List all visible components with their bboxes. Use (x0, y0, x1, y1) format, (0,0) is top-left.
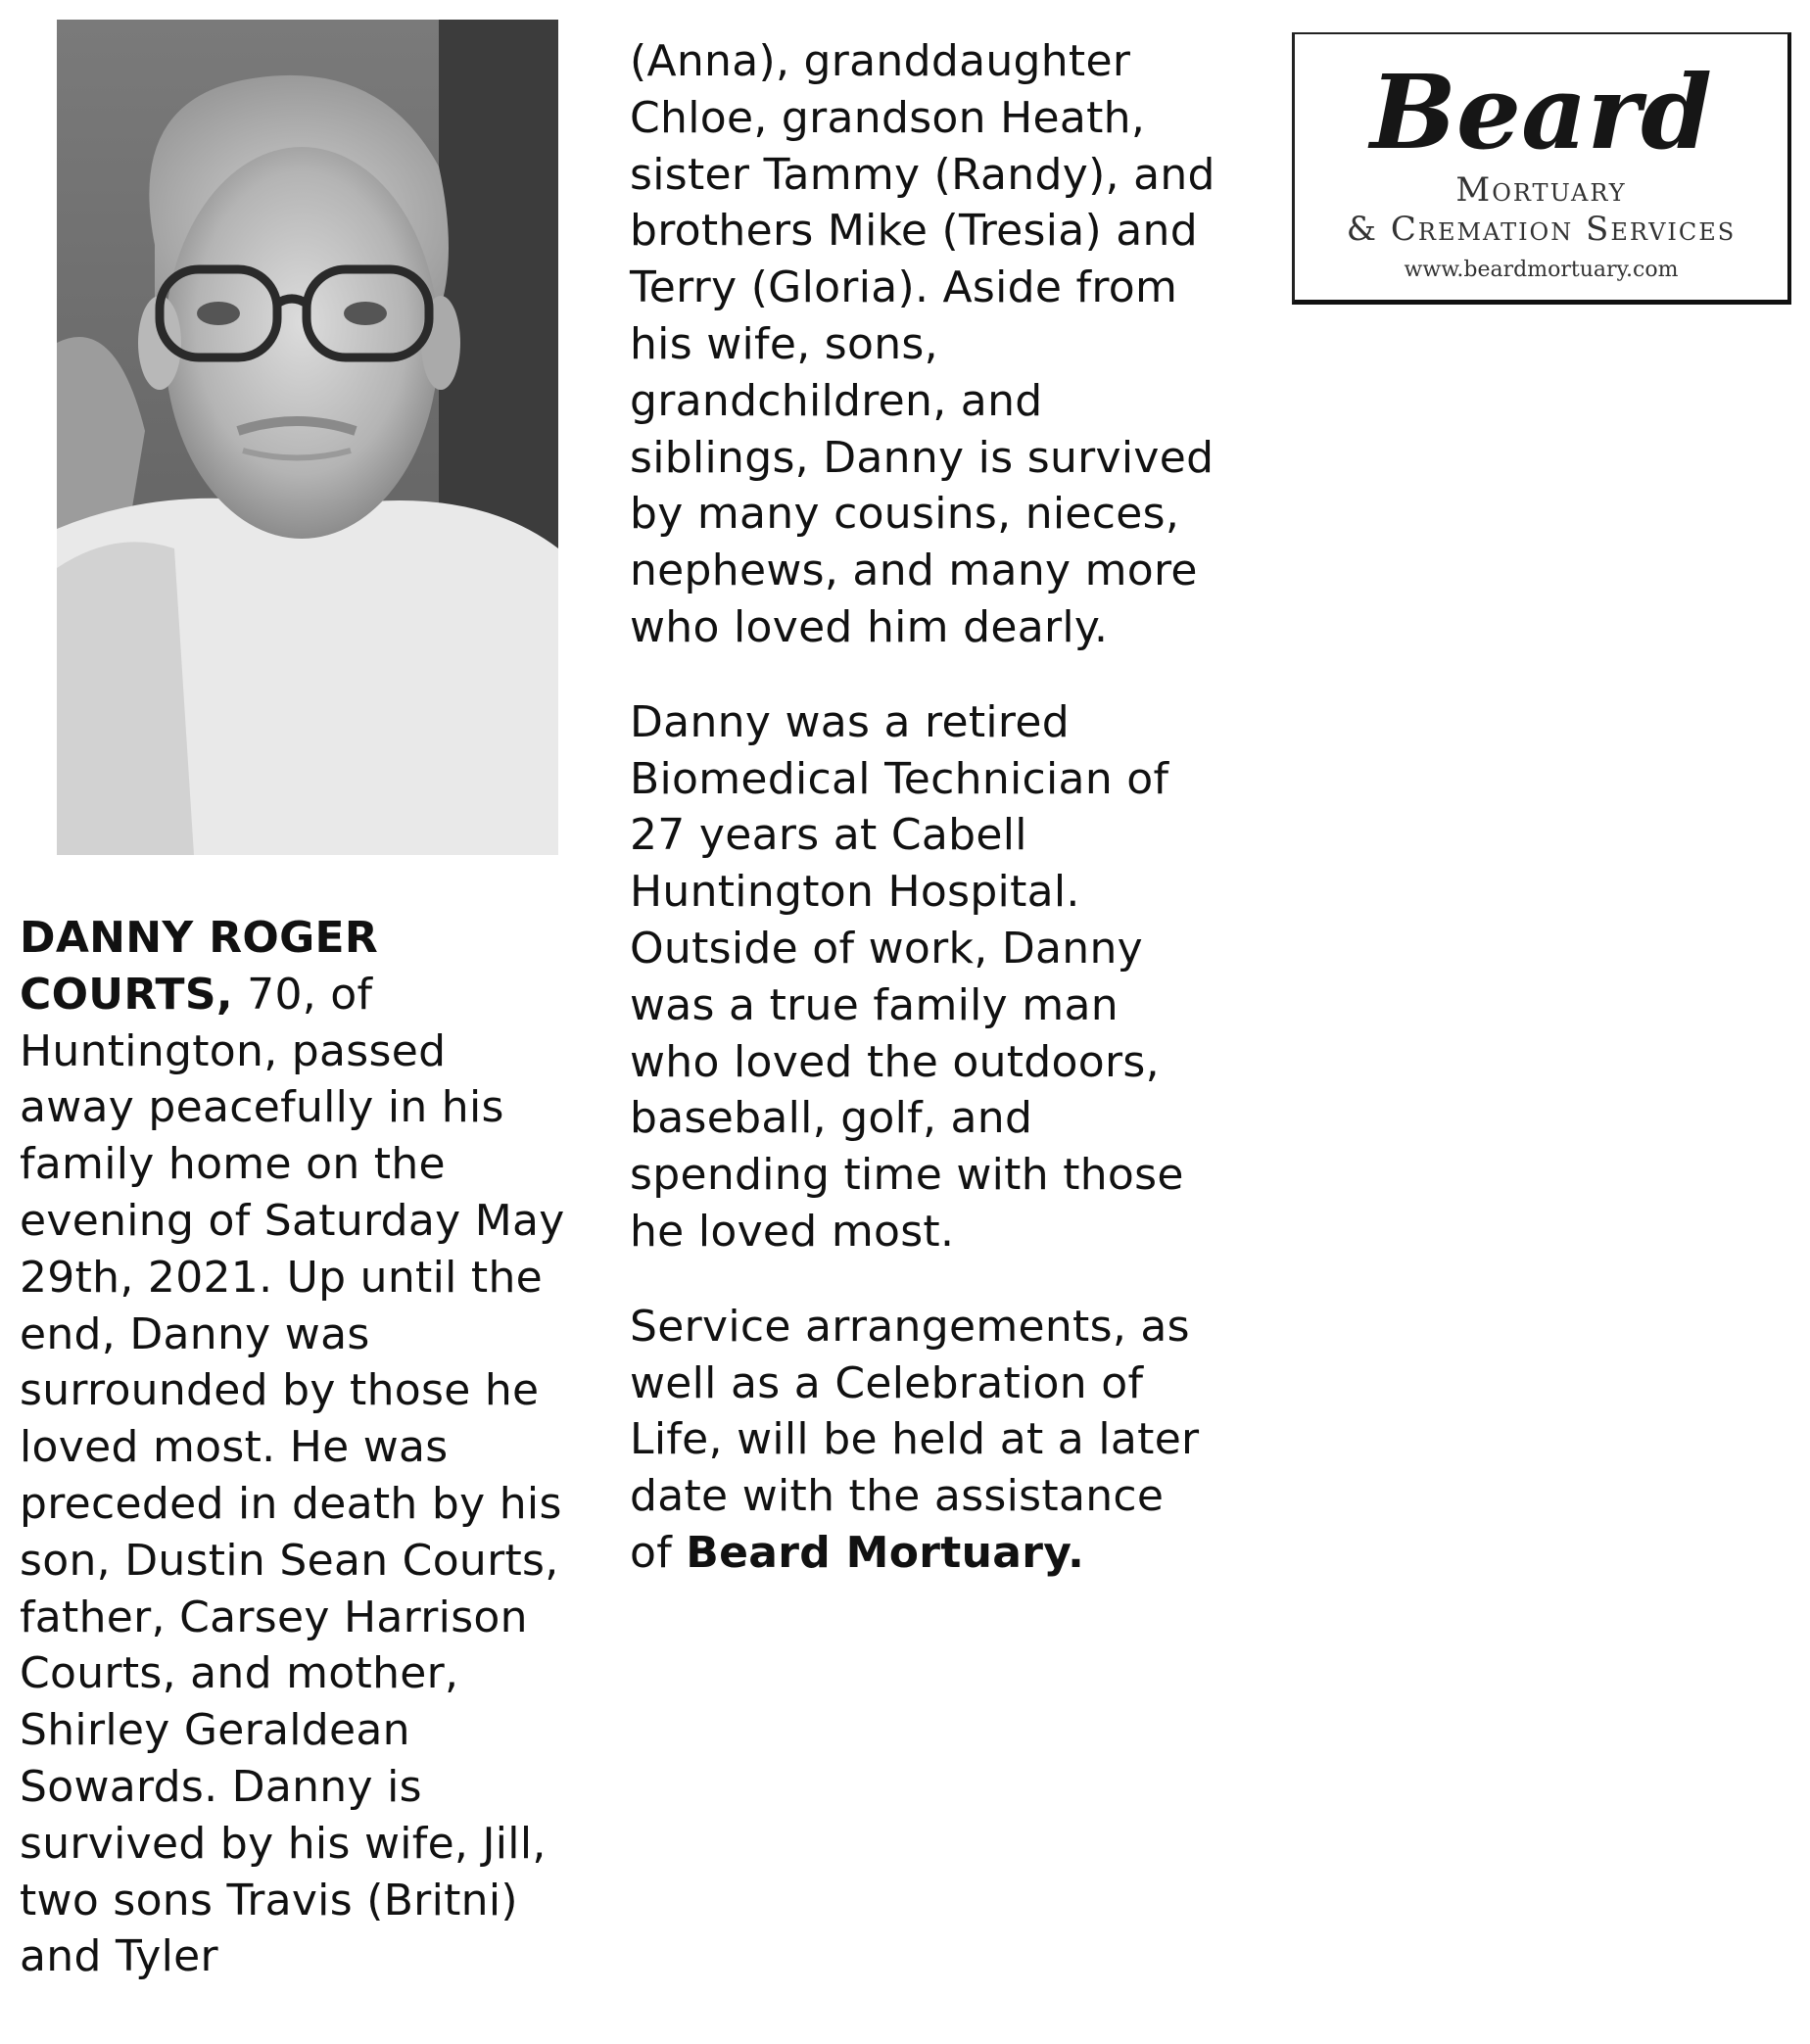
logo-line-2: & Cremation Services (1346, 210, 1737, 249)
obituary-paragraph-3-text: Service arrangements, as well as a Celebration of Life, will be held at a later date with the assistance of (630, 1301, 1200, 1578)
obituary-paragraph-2: Danny was a retired Biomedical Technician of 27 years at Cabell Huntington Hospital. Outside of work, Danny was a true family man who loved the outdoors, baseball, golf, and spending time with those he loved most. (630, 696, 1184, 1257)
obituary-column-left (20, 910, 568, 1985)
portrait-photo (57, 20, 558, 855)
obituary-paragraph-1-continued: (Anna), granddaughter Chloe, grandson Heath, sister Tammy (Randy), and brothers Mike (Tresia) and Terry (Gloria). Aside from his wife, sons, grandchildren, and siblings, Danny is survived by many cousins, nieces, nephews, and many more who loved him dearly. (630, 36, 1215, 652)
obituary-paragraph-3 (630, 1299, 1217, 1582)
obituary-paragraph-1-text: 70, of Huntington, passed away peacefully in his family home on the evening of Saturday May 29th, 2021. Up until the end, Danny was surrounded by those he loved most. He was preceded in death by his son, Dustin Sean Courts, father, Carsey Harrison Courts, and mother, Shirley Geraldean Sowards. Danny is survived by his wife, Jill, two sons Travis (Britni) and Tyler (20, 969, 565, 1982)
obituary-column-middle (630, 33, 1217, 1582)
deceased-name: DANNY ROGER COURTS, (20, 913, 379, 1020)
portrait-image (57, 20, 558, 855)
logo-line-1: Mortuary (1455, 170, 1627, 210)
logo-url: www.beardmortuary.com (1404, 258, 1679, 282)
mortuary-name: Beard Mortuary. (686, 1527, 1085, 1578)
mortuary-logo (1292, 32, 1791, 305)
obituary-paragraph-1 (20, 910, 568, 1985)
logo-script-text: Beard (1370, 52, 1712, 172)
